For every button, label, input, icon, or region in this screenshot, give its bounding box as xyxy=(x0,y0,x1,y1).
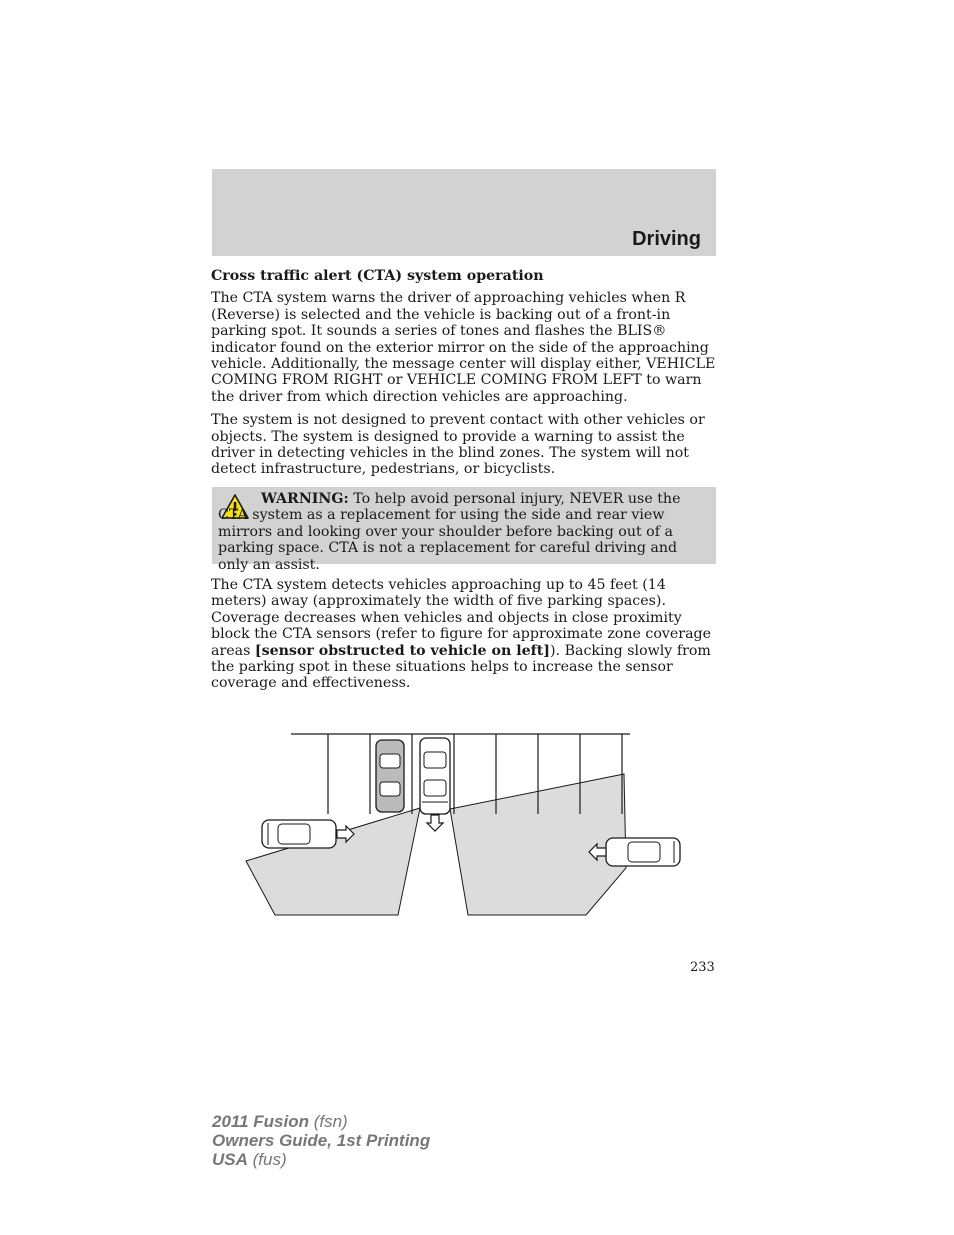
footer-line-2 xyxy=(212,1131,430,1150)
warning-body: To help avoid personal injury, NEVER use the CTA system as a replacement for using the side and rear view mirrors and looking over your shoulder before backing out of a parking space. CTA is not a replacement for careful driving and only an assist. xyxy=(218,491,681,573)
footer-imprint xyxy=(212,1112,430,1169)
footer-model: 2011 Fusion xyxy=(212,1112,309,1131)
footer-model-code: (fsn) xyxy=(309,1112,348,1131)
coverage-text-bold: [sensor obstructed to vehicle on left] xyxy=(254,642,551,659)
reversing-car-icon xyxy=(420,738,450,814)
approaching-car-right-icon xyxy=(606,838,680,866)
coverage-text-after: ). Backing slowly from the parking spot in these situations helps to increase the sensor coverage and effectiveness. xyxy=(211,642,711,692)
warning-text xyxy=(218,491,710,573)
footer-edition: Owners Guide, 1st Printing xyxy=(212,1131,431,1150)
section-header-band xyxy=(212,169,716,256)
page-number: 233 xyxy=(690,960,715,975)
warning-box xyxy=(212,487,716,573)
paragraph-cta-limitations: The system is not designed to prevent contact with other vehicles or objects. The system is designed to provide a warning to assist the driver in detecting vehicles in the blind zones. The system will not detect infrastructure, pedestrians, or bicyclists. xyxy=(211,412,705,478)
approaching-car-left-icon xyxy=(262,820,336,848)
section-title: Driving xyxy=(632,228,701,250)
footer-region: USA xyxy=(212,1150,248,1169)
warning-label: WARNING: xyxy=(261,491,349,507)
footer-region-code: (fus) xyxy=(247,1150,287,1169)
main-content xyxy=(211,268,717,485)
cta-zone-coverage-figure xyxy=(240,728,690,923)
coverage-text-before: The CTA system detects vehicles approaching up to 45 feet (14 meters) away (approximately the width of five parking spaces). Coverage decreases when vehicles and objects in close proximity block the CTA sensors (refer to figure for approximate zone coverage areas xyxy=(211,577,712,659)
paragraph-cta-description: The CTA system warns the driver of approaching vehicles when R (Reverse) is selected and the vehicle is backing out of a front-in parking spot. It sounds a series of tones and flashes the BLIS® indicator found on the exterior mirror on the side of the approaching vehicle. Additionally, the message center will display either, VEHICLE COMING FROM RIGHT or VEHICLE COMING FROM LEFT to warn the driver from which direction vehicles are approaching. xyxy=(211,290,716,405)
footer-line-3 xyxy=(212,1150,430,1169)
parked-car-icon xyxy=(376,740,404,812)
reverse-direction-arrow-icon xyxy=(427,815,443,831)
section-heading: Cross traffic alert (CTA) system operation xyxy=(211,268,544,284)
footer-line-1 xyxy=(212,1112,430,1131)
paragraph-cta-coverage xyxy=(211,577,717,692)
